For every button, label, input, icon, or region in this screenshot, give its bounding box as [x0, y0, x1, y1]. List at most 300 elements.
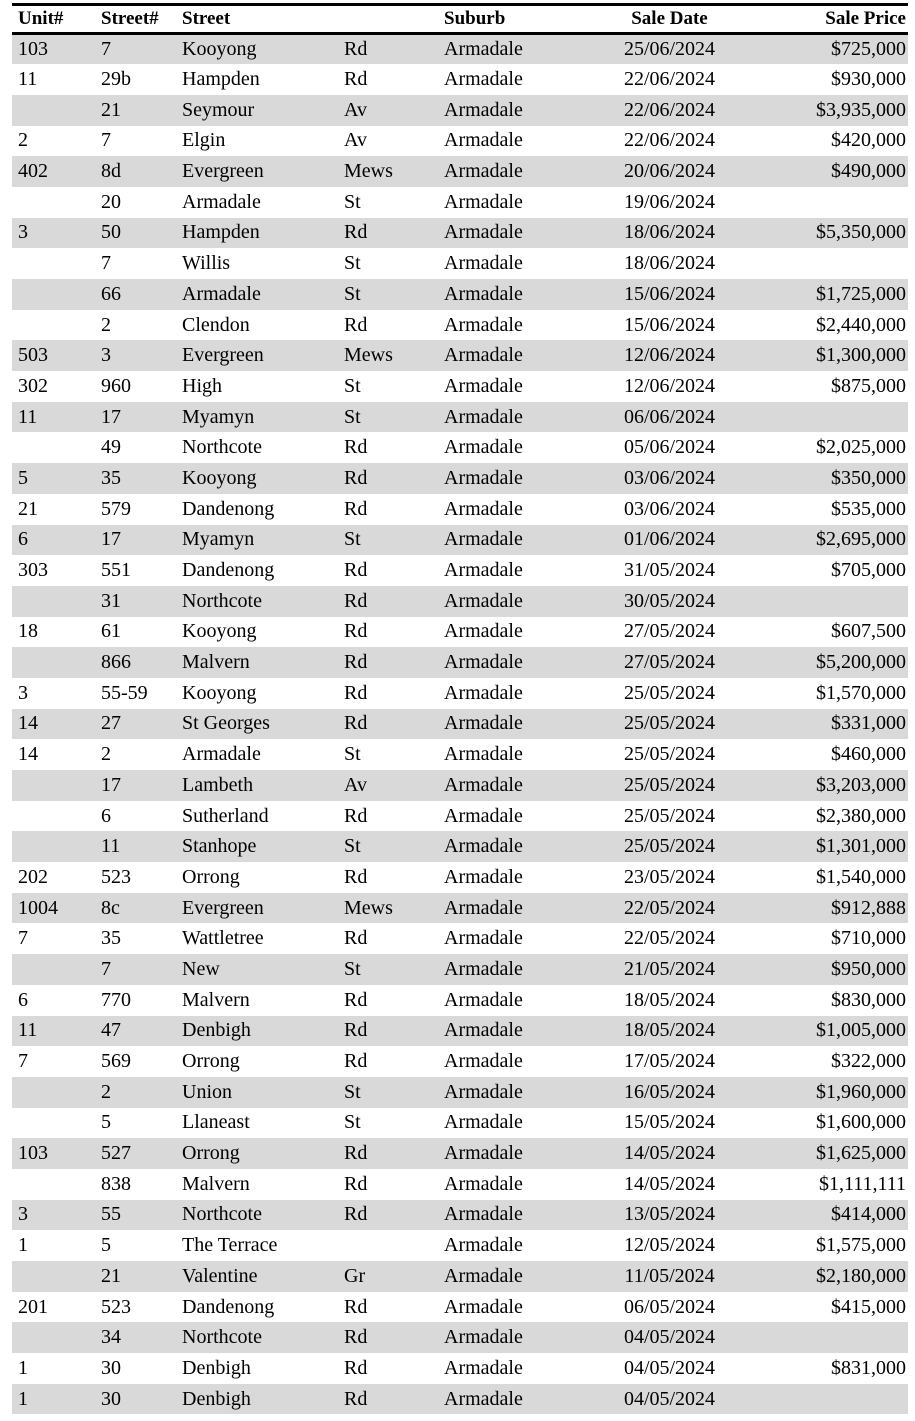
- cell-unit: [12, 831, 95, 862]
- cell-unit: 1: [12, 1384, 95, 1415]
- cell-unit: 18: [18, 620, 38, 643]
- table-row: [12, 1077, 908, 1108]
- cell-street-type: Rd: [344, 436, 368, 459]
- cell-sale-price: $535,000: [831, 497, 906, 520]
- cell-street-number: 770: [101, 988, 131, 1011]
- cell-sale-price: $930,000: [831, 68, 906, 91]
- cell-street-type: Rd: [344, 1172, 368, 1195]
- cell-unit: 5: [12, 463, 95, 494]
- cell-suburb: Armadale: [444, 68, 523, 91]
- cell-street-type: St: [344, 1111, 361, 1134]
- cell-sale-date: 06/06/2024: [588, 402, 751, 433]
- cell-sale-date: 25/05/2024: [623, 804, 716, 827]
- cell-street: The Terrace: [182, 1234, 278, 1257]
- cell-street-type: Rd: [338, 463, 438, 494]
- cell-street-type: St: [344, 743, 361, 766]
- cell-sale-date: 22/06/2024: [623, 129, 716, 152]
- cell-sale-price: $1,725,000: [751, 279, 908, 310]
- cell-sale-date: 27/05/2024: [623, 620, 716, 643]
- cell-suburb: Armadale: [444, 927, 523, 950]
- header-street-number: Street#: [95, 5, 176, 34]
- table-row: [12, 1108, 908, 1139]
- cell-unit: 202: [18, 865, 48, 888]
- table-row: [12, 95, 908, 126]
- cell-suburb: Armadale: [444, 1295, 523, 1318]
- cell-street-number: 21: [95, 95, 176, 126]
- cell-sale-price: $2,180,000: [751, 1261, 908, 1292]
- cell-street-number: 2: [101, 743, 111, 766]
- cell-suburb: Armadale: [444, 313, 523, 336]
- cell-sale-price: $490,000: [751, 156, 908, 187]
- cell-sale-price: $1,300,000: [751, 340, 908, 371]
- cell-unit: [12, 1169, 95, 1200]
- cell-sale-price: [751, 402, 908, 433]
- cell-sale-date: 06/05/2024: [623, 1295, 716, 1318]
- cell-street: Northcote: [182, 436, 262, 459]
- cell-sale-price: $3,935,000: [751, 95, 908, 126]
- cell-suburb: Armadale: [444, 804, 523, 827]
- table-row: [12, 34, 908, 65]
- cell-street-number: 55: [95, 1200, 176, 1231]
- table-row: [12, 371, 908, 402]
- cell-suburb: Armadale: [438, 1077, 588, 1108]
- cell-unit: [12, 248, 95, 279]
- cell-street-type: Rd: [338, 1016, 438, 1047]
- cell-sale-date: 13/05/2024: [588, 1200, 751, 1231]
- table-row: [12, 555, 908, 586]
- cell-sale-date: 22/05/2024: [588, 893, 751, 924]
- cell-sale-price: $3,203,000: [751, 770, 908, 801]
- cell-sale-date: 15/06/2024: [588, 279, 751, 310]
- table-row: [12, 1353, 908, 1384]
- cell-sale-price: $331,000: [751, 709, 908, 740]
- cell-street-type: St: [344, 252, 361, 275]
- cell-sale-price: [751, 1322, 908, 1353]
- cell-street-type: Rd: [338, 1138, 438, 1169]
- cell-street-number: 523: [101, 1295, 131, 1318]
- cell-sale-price: $322,000: [831, 1050, 906, 1073]
- cell-street: Armadale: [182, 190, 261, 213]
- cell-sale-date: 23/05/2024: [623, 865, 716, 888]
- cell-street-number: 5: [101, 1111, 111, 1134]
- cell-street-number: 6: [101, 804, 111, 827]
- table-row: [12, 617, 908, 648]
- cell-street: Seymour: [176, 95, 338, 126]
- cell-street-number: 27: [95, 709, 176, 740]
- cell-street: Stanhope: [176, 831, 338, 862]
- cell-street: Myamyn: [176, 525, 338, 556]
- table-row: [12, 1322, 908, 1353]
- cell-street-type: Gr: [338, 1261, 438, 1292]
- cell-unit: [12, 770, 95, 801]
- cell-unit: 14: [12, 709, 95, 740]
- table-row: [12, 494, 908, 525]
- cell-suburb: Armadale: [438, 770, 588, 801]
- cell-street: Armadale: [182, 743, 261, 766]
- table-row: [12, 1169, 908, 1200]
- cell-street-type: Av: [338, 770, 438, 801]
- cell-suburb: Armadale: [438, 954, 588, 985]
- cell-unit: 3: [18, 681, 28, 704]
- header-sale-price: Sale Price: [751, 5, 908, 34]
- table-row: [12, 923, 908, 954]
- cell-sale-price: [751, 248, 908, 279]
- cell-sale-price: $420,000: [831, 129, 906, 152]
- table-row: [12, 678, 908, 709]
- cell-street-type: Mews: [338, 340, 438, 371]
- cell-sale-date: 25/05/2024: [588, 770, 751, 801]
- cell-street-type: Av: [338, 95, 438, 126]
- cell-unit: 402: [12, 156, 95, 187]
- cell-street: Myamyn: [176, 402, 338, 433]
- cell-unit: 2: [18, 129, 28, 152]
- cell-suburb: Armadale: [444, 436, 523, 459]
- cell-street-type: Rd: [338, 1322, 438, 1353]
- table-row: [12, 525, 908, 556]
- cell-suburb: Armadale: [438, 893, 588, 924]
- cell-street-number: 7: [95, 34, 176, 65]
- cell-unit: 302: [18, 374, 48, 397]
- cell-street: Kooyong: [182, 620, 257, 643]
- cell-sale-price: $5,350,000: [751, 218, 908, 249]
- cell-street: Dandenong: [182, 559, 275, 582]
- table-row: [12, 893, 908, 924]
- table-row: [12, 1230, 908, 1261]
- cell-suburb: Armadale: [438, 1016, 588, 1047]
- cell-suburb: Armadale: [444, 1172, 523, 1195]
- cell-sale-date: 25/05/2024: [588, 709, 751, 740]
- cell-street-number: 838: [101, 1172, 131, 1195]
- cell-sale-date: 25/06/2024: [588, 34, 751, 65]
- cell-suburb: Armadale: [444, 559, 523, 582]
- cell-suburb: Armadale: [444, 374, 523, 397]
- cell-street-number: 30: [101, 1356, 121, 1379]
- table-row: [12, 402, 908, 433]
- cell-suburb: Armadale: [438, 402, 588, 433]
- table-row: [12, 586, 908, 617]
- header-sale-date: Sale Date: [588, 5, 751, 34]
- cell-street-number: 30: [95, 1384, 176, 1415]
- cell-suburb: Armadale: [444, 190, 523, 213]
- cell-street-number: 35: [95, 463, 176, 494]
- cell-sale-price: $2,380,000: [816, 804, 906, 827]
- cell-street: Armadale: [176, 279, 338, 310]
- cell-street-type: St: [338, 525, 438, 556]
- cell-suburb: Armadale: [438, 218, 588, 249]
- cell-unit: 1: [18, 1234, 28, 1257]
- cell-suburb: Armadale: [438, 586, 588, 617]
- cell-suburb: Armadale: [444, 1234, 523, 1257]
- cell-suburb: Armadale: [444, 1356, 523, 1379]
- cell-street-type: Rd: [344, 497, 368, 520]
- cell-suburb: Armadale: [438, 156, 588, 187]
- cell-sale-price: $1,005,000: [751, 1016, 908, 1047]
- cell-suburb: Armadale: [444, 865, 523, 888]
- header-suburb: Suburb: [438, 5, 588, 34]
- cell-street-type: Rd: [344, 988, 368, 1011]
- cell-street-type: Rd: [338, 1200, 438, 1231]
- table-row: [12, 739, 908, 770]
- cell-street: St Georges: [176, 709, 338, 740]
- cell-street-type: Rd: [338, 709, 438, 740]
- cell-sale-price: $1,570,000: [816, 681, 906, 704]
- cell-street: Northcote: [176, 1200, 338, 1231]
- cell-sale-date: 18/05/2024: [623, 988, 716, 1011]
- cell-suburb: Armadale: [444, 1050, 523, 1073]
- cell-street-type: [338, 1230, 438, 1261]
- cell-street-type: Rd: [338, 647, 438, 678]
- cell-street-type: Rd: [338, 34, 438, 65]
- table-row: [12, 985, 908, 1016]
- cell-street-number: 7: [101, 252, 111, 275]
- cell-sale-price: $2,440,000: [816, 313, 906, 336]
- cell-sale-date: 22/06/2024: [623, 68, 716, 91]
- cell-sale-date: 31/05/2024: [623, 559, 716, 582]
- table-row: [12, 1138, 908, 1169]
- cell-suburb: Armadale: [438, 525, 588, 556]
- cell-street-type: Rd: [344, 620, 368, 643]
- cell-sale-price: $607,500: [831, 620, 906, 643]
- cell-unit: [12, 647, 95, 678]
- cell-sale-price: $415,000: [831, 1295, 906, 1318]
- cell-sale-price: $705,000: [831, 559, 906, 582]
- cell-suburb: Armadale: [444, 620, 523, 643]
- cell-sale-date: 14/05/2024: [623, 1172, 716, 1195]
- table-row: [12, 801, 908, 832]
- cell-street: Elgin: [182, 129, 226, 152]
- cell-street-type: St: [338, 1077, 438, 1108]
- cell-sale-price: $1,960,000: [751, 1077, 908, 1108]
- cell-street-number: 34: [95, 1322, 176, 1353]
- table-row: [12, 463, 908, 494]
- cell-street: Dandenong: [182, 1295, 275, 1318]
- cell-unit: 503: [12, 340, 95, 371]
- table-row: [12, 1384, 908, 1415]
- cell-sale-price: $2,695,000: [751, 525, 908, 556]
- cell-street-type: Mews: [338, 893, 438, 924]
- cell-street: Llaneast: [182, 1111, 250, 1134]
- cell-unit: 11: [18, 68, 38, 91]
- header-unit: Unit#: [12, 5, 95, 34]
- cell-sale-date: 27/05/2024: [588, 647, 751, 678]
- cell-street-number: 31: [95, 586, 176, 617]
- table-row: [12, 310, 908, 341]
- cell-sale-date: 04/05/2024: [588, 1384, 751, 1415]
- cell-suburb: Armadale: [444, 497, 523, 520]
- table-row: [12, 831, 908, 862]
- cell-sale-price: $2,025,000: [816, 436, 906, 459]
- cell-street-number: 866: [95, 647, 176, 678]
- cell-sale-date: 12/06/2024: [623, 374, 716, 397]
- header-row: [12, 5, 908, 34]
- cell-suburb: Armadale: [438, 279, 588, 310]
- cell-sale-date: 03/06/2024: [623, 497, 716, 520]
- cell-suburb: Armadale: [438, 95, 588, 126]
- cell-street-number: 17: [95, 525, 176, 556]
- cell-street: Kooyong: [176, 463, 338, 494]
- cell-street-type: Rd: [344, 313, 368, 336]
- cell-street: Clendon: [182, 313, 250, 336]
- cell-street: Malvern: [176, 647, 338, 678]
- cell-unit: 3: [12, 218, 95, 249]
- cell-sale-date: 14/05/2024: [588, 1138, 751, 1169]
- cell-unit: 103: [12, 1138, 95, 1169]
- table-row: [12, 126, 908, 157]
- cell-sale-date: 16/05/2024: [588, 1077, 751, 1108]
- table-row: [12, 862, 908, 893]
- cell-unit: 14: [18, 743, 38, 766]
- cell-street-type: Rd: [344, 681, 368, 704]
- cell-suburb: Armadale: [444, 988, 523, 1011]
- cell-street-number: 49: [101, 436, 121, 459]
- cell-street-type: Rd: [344, 927, 368, 950]
- cell-suburb: Armadale: [438, 709, 588, 740]
- cell-street-type: Rd: [344, 1356, 368, 1379]
- cell-unit: [12, 1322, 95, 1353]
- cell-street: Evergreen: [176, 340, 338, 371]
- cell-sale-price: $1,540,000: [816, 865, 906, 888]
- cell-sale-price: $831,000: [831, 1356, 906, 1379]
- cell-street: Northcote: [176, 586, 338, 617]
- cell-street-number: 579: [101, 497, 131, 520]
- cell-sale-price: [751, 586, 908, 617]
- cell-street: Kooyong: [176, 34, 338, 65]
- cell-street-number: 17: [95, 402, 176, 433]
- cell-sale-date: 22/05/2024: [623, 927, 716, 950]
- cell-street-number: 17: [95, 770, 176, 801]
- cell-street-type: St: [344, 190, 361, 213]
- cell-unit: 21: [18, 497, 38, 520]
- cell-street-number: 527: [95, 1138, 176, 1169]
- cell-suburb: Armadale: [444, 129, 523, 152]
- cell-sale-date: 20/06/2024: [588, 156, 751, 187]
- table-body: [12, 34, 908, 1415]
- cell-street-type: St: [338, 954, 438, 985]
- cell-sale-price: $950,000: [751, 954, 908, 985]
- cell-sale-date: 22/06/2024: [588, 95, 751, 126]
- cell-sale-price: $1,575,000: [816, 1234, 906, 1257]
- cell-sale-date: 18/05/2024: [588, 1016, 751, 1047]
- cell-street-number: 7: [95, 954, 176, 985]
- cell-suburb: Armadale: [444, 1111, 523, 1134]
- table-row: [12, 1046, 908, 1077]
- cell-sale-price: $1,600,000: [816, 1111, 906, 1134]
- cell-sale-price: $1,111,111: [818, 1172, 906, 1195]
- cell-suburb: Armadale: [438, 463, 588, 494]
- cell-street: Sutherland: [182, 804, 269, 827]
- cell-unit: [12, 310, 95, 341]
- cell-street-number: 20: [101, 190, 121, 213]
- cell-street-number: 8d: [95, 156, 176, 187]
- cell-street-type: Rd: [338, 1384, 438, 1415]
- cell-street-number: 47: [95, 1016, 176, 1047]
- cell-street: Evergreen: [176, 156, 338, 187]
- table-header: [12, 5, 908, 34]
- cell-suburb: Armadale: [438, 34, 588, 65]
- cell-street-number: 66: [95, 279, 176, 310]
- table-row: [12, 954, 908, 985]
- cell-street-type: Rd: [344, 68, 368, 91]
- cell-street-number: 55-59: [101, 681, 148, 704]
- cell-sale-price: $710,000: [831, 927, 906, 950]
- cell-sale-price: $460,000: [831, 743, 906, 766]
- cell-unit: 201: [18, 1295, 48, 1318]
- cell-sale-date: 04/05/2024: [588, 1322, 751, 1353]
- cell-street: Denbigh: [176, 1016, 338, 1047]
- cell-street-number: 5: [101, 1234, 111, 1257]
- cell-street: Denbigh: [176, 1384, 338, 1415]
- cell-sale-price: $1,301,000: [751, 831, 908, 862]
- cell-street-type: Av: [344, 129, 367, 152]
- cell-street: Hampden: [182, 68, 260, 91]
- cell-sale-date: 21/05/2024: [588, 954, 751, 985]
- cell-unit: [12, 187, 95, 218]
- cell-sale-price: $1,625,000: [751, 1138, 908, 1169]
- cell-unit: [12, 279, 95, 310]
- table-row: [12, 156, 908, 187]
- cell-street-type: Rd: [338, 218, 438, 249]
- cell-sale-date: 05/06/2024: [623, 436, 716, 459]
- cell-suburb: Armadale: [438, 831, 588, 862]
- cell-street-number: 523: [101, 865, 131, 888]
- cell-street: Hampden: [176, 218, 338, 249]
- cell-street: Evergreen: [176, 893, 338, 924]
- cell-suburb: Armadale: [444, 252, 523, 275]
- header-street: Street: [176, 5, 338, 34]
- cell-sale-date: 18/06/2024: [623, 252, 716, 275]
- cell-street-number: 8c: [95, 893, 176, 924]
- cell-street-number: 7: [101, 129, 111, 152]
- cell-street-type: St: [338, 279, 438, 310]
- cell-street-number: 960: [101, 374, 131, 397]
- cell-street-type: St: [344, 374, 361, 397]
- cell-unit: [12, 586, 95, 617]
- cell-unit: [12, 801, 95, 832]
- cell-sale-price: $725,000: [751, 34, 908, 65]
- table-row: [12, 187, 908, 218]
- cell-street: Lambeth: [176, 770, 338, 801]
- cell-unit: 1004: [12, 893, 95, 924]
- cell-street: Valentine: [176, 1261, 338, 1292]
- cell-street-type: St: [338, 402, 438, 433]
- cell-street-number: 2: [101, 313, 111, 336]
- cell-sale-date: 12/06/2024: [588, 340, 751, 371]
- cell-street-type: Rd: [344, 804, 368, 827]
- cell-sale-date: 15/06/2024: [623, 313, 716, 336]
- cell-suburb: Armadale: [438, 1200, 588, 1231]
- cell-unit: 303: [18, 559, 48, 582]
- cell-street: Dandenong: [182, 497, 275, 520]
- table-row: [12, 279, 908, 310]
- table-row: [12, 1261, 908, 1292]
- cell-street: New: [176, 954, 338, 985]
- cell-sale-date: 03/06/2024: [588, 463, 751, 494]
- cell-unit: 7: [18, 927, 28, 950]
- cell-sale-price: $350,000: [751, 463, 908, 494]
- cell-sale-price: $875,000: [831, 374, 906, 397]
- table-row: [12, 1016, 908, 1047]
- cell-sale-date: 25/05/2024: [623, 681, 716, 704]
- sales-table: [12, 3, 908, 1414]
- cell-sale-price: [751, 187, 908, 218]
- cell-suburb: Armadale: [438, 1261, 588, 1292]
- table-row: [12, 218, 908, 249]
- cell-street-number: 3: [95, 340, 176, 371]
- cell-suburb: Armadale: [438, 1138, 588, 1169]
- cell-sale-date: 01/06/2024: [588, 525, 751, 556]
- cell-street: Orrong: [176, 1138, 338, 1169]
- cell-unit: [12, 1261, 95, 1292]
